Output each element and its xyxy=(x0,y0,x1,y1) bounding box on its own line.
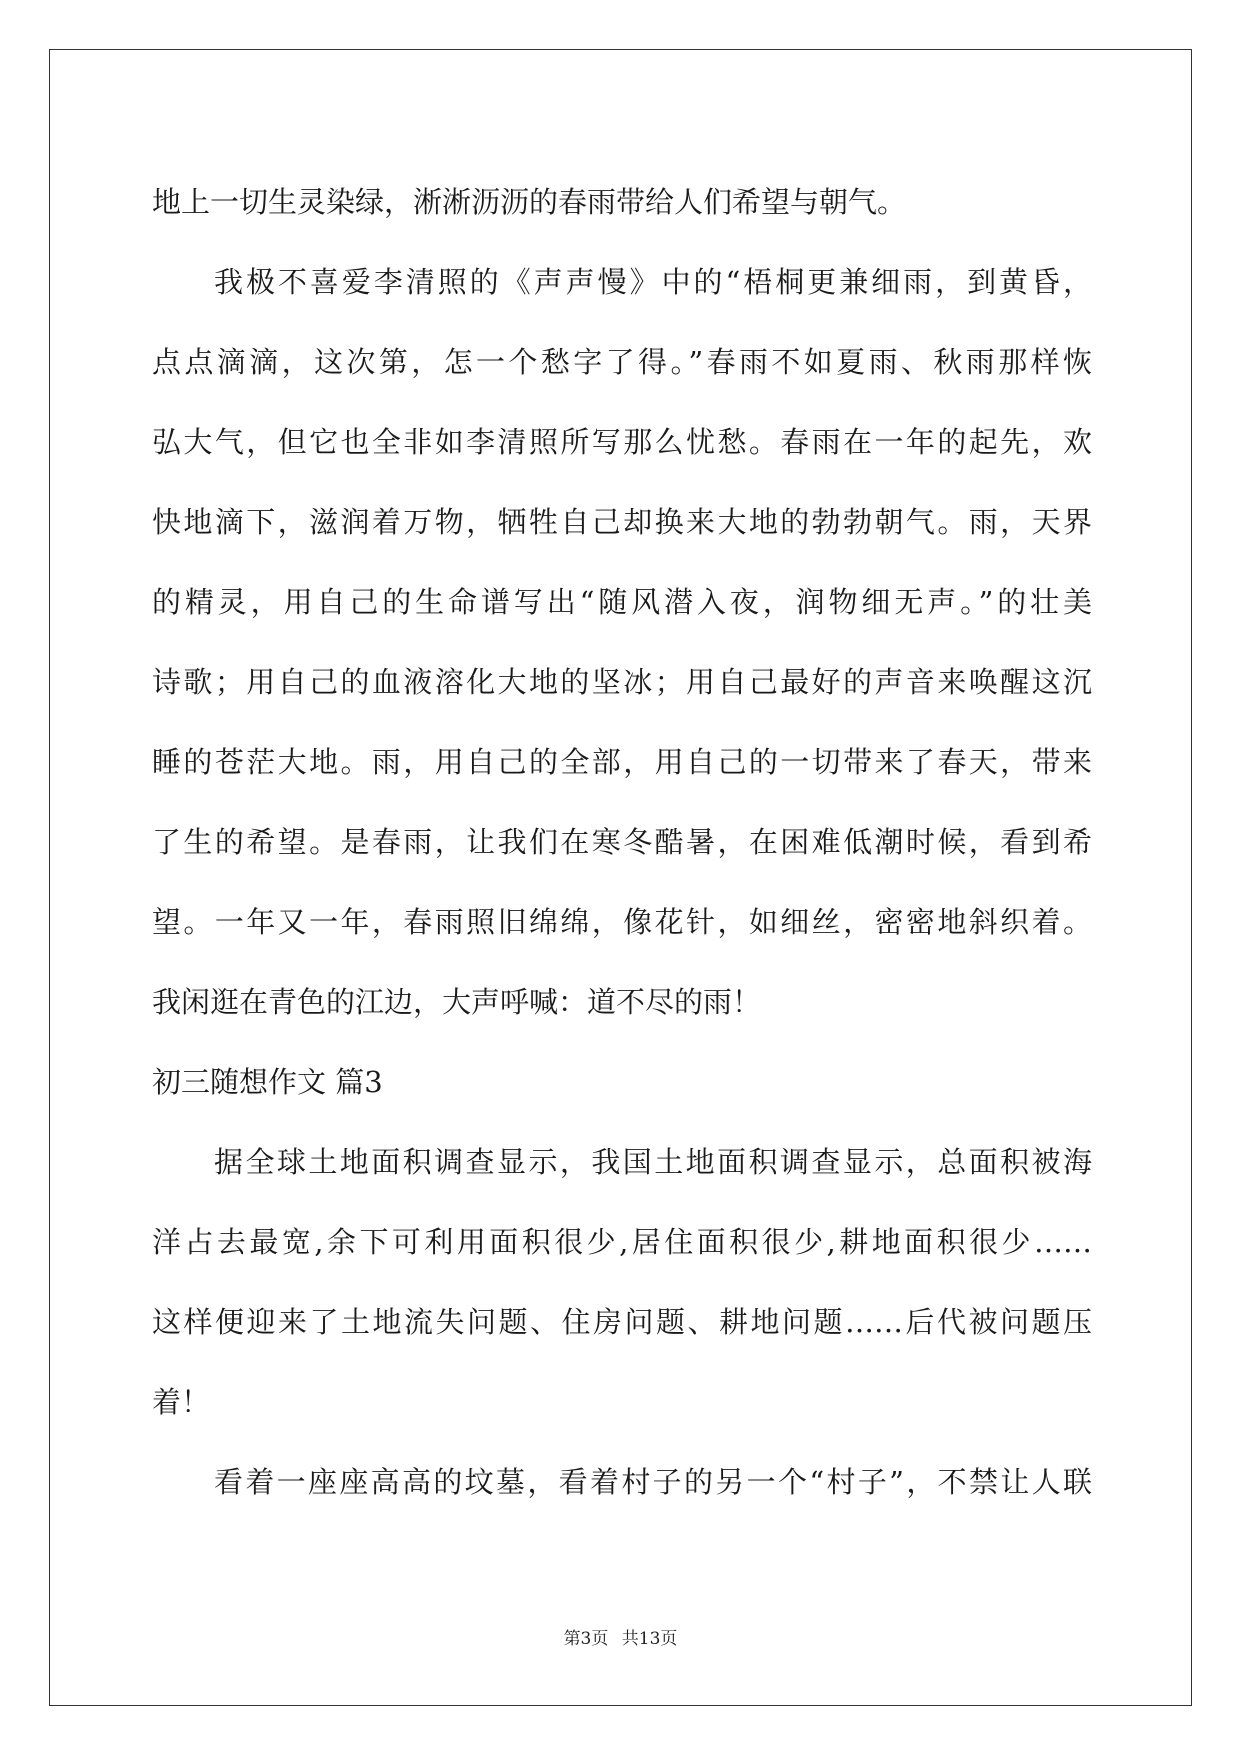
page-total: 共13页 xyxy=(621,1629,678,1649)
section-heading: 初三随想作文 篇3 xyxy=(152,1065,383,1099)
text-line: 我闲逛在青色的江边，大声呼喊：道不尽的雨！ xyxy=(152,985,762,1019)
text-line: 洋占去最宽,余下可利用面积很少,居住面积很少,耕地面积很少…… xyxy=(152,1225,1092,1259)
text-line: 点点滴滴，这次第，怎一个愁字了得。”春雨不如夏雨、秋雨那样恢 xyxy=(152,345,1092,379)
text-line: 诗歌；用自己的血液溶化大地的坚冰；用自己最好的声音来唤醒这沉 xyxy=(152,665,1092,699)
text-line: 弘大气，但它也全非如李清照所写那么忧愁。春雨在一年的起先，欢 xyxy=(152,425,1092,459)
text-line: 睡的苍茫大地。雨，用自己的全部，用自己的一切带来了春天，带来 xyxy=(152,745,1092,779)
page-footer xyxy=(0,1624,1241,1649)
text-line: 快地滴下，滋润着万物，牺牲自己却换来大地的勃勃朝气。雨，天界 xyxy=(152,505,1092,539)
paragraph-start-line: 看着一座座高高的坟墓，看着村子的另一个“村子”，不禁让人联 xyxy=(214,1465,1092,1499)
paragraph-start-line: 据全球土地面积调查显示，我国土地面积调查显示，总面积被海 xyxy=(214,1145,1092,1179)
text-line: 着！ xyxy=(152,1385,211,1419)
page-number: 第3页 xyxy=(563,1629,609,1649)
text-line: 地上一切生灵染绿，淅淅沥沥的春雨带给人们希望与朝气。 xyxy=(152,185,907,219)
text-line: 这样便迎来了土地流失问题、住房问题、耕地问题……后代被问题压 xyxy=(152,1305,1092,1339)
document-body xyxy=(152,162,1092,1522)
text-line: 了生的希望。是春雨，让我们在寒冬酷暑，在困难低潮时候，看到希 xyxy=(152,825,1092,859)
text-line: 的精灵，用自己的生命谱写出“随风潜入夜，润物细无声。”的壮美 xyxy=(152,585,1092,619)
paragraph-start-line: 我极不喜爱李清照的《声声慢》中的“梧桐更兼细雨，到黄昏， xyxy=(214,265,1092,299)
text-line: 望。一年又一年，春雨照旧绵绵，像花针，如细丝，密密地斜织着。 xyxy=(152,905,1092,939)
